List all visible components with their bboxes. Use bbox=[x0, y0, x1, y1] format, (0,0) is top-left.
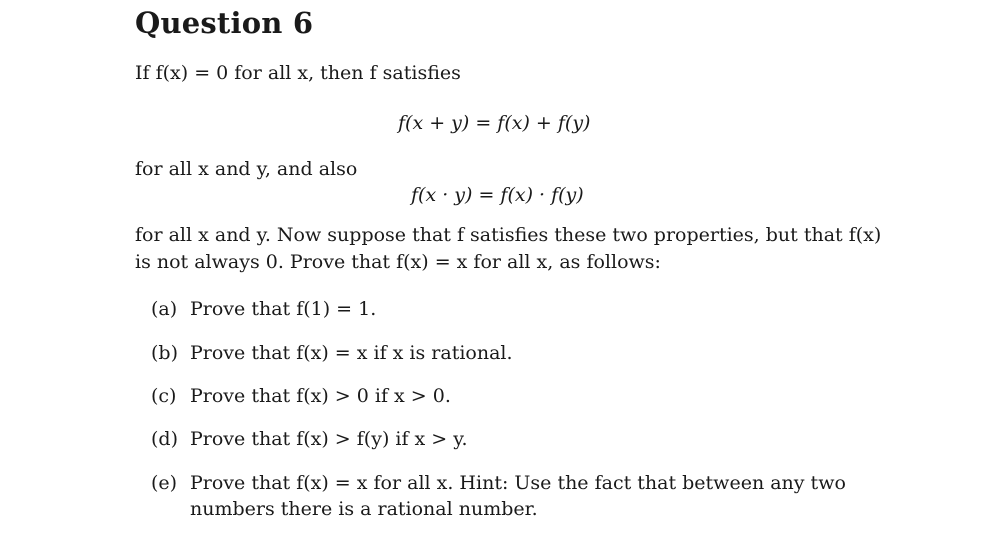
part-e-label: (e) bbox=[151, 472, 178, 494]
between-text: for all x and y, and also bbox=[135, 158, 358, 180]
part-d-label: (d) bbox=[151, 428, 178, 450]
equation-additive: f(x + y) = f(x) + f(y) bbox=[398, 112, 591, 134]
part-c-label: (c) bbox=[151, 385, 177, 407]
part-d-text: Prove that f(x) > f(y) if x > y. bbox=[190, 428, 468, 450]
paragraph-line-1: for all x and y. Now suppose that f satisfies these two properties, but that f(x) bbox=[135, 224, 882, 246]
intro-text: If f(x) = 0 for all x, then f satisfies bbox=[135, 62, 461, 84]
part-e-text-continued: numbers there is a rational number. bbox=[190, 498, 538, 520]
equation-multiplicative: f(x · y) = f(x) · f(y) bbox=[411, 184, 584, 206]
paragraph-line-2: is not always 0. Prove that f(x) = x for all x, as follows: bbox=[135, 251, 661, 273]
part-c-text: Prove that f(x) > 0 if x > 0. bbox=[190, 385, 451, 407]
part-b-label: (b) bbox=[151, 342, 178, 364]
part-b-text: Prove that f(x) = x if x is rational. bbox=[190, 342, 513, 364]
question-heading: Question 6 bbox=[135, 6, 314, 40]
part-a-text: Prove that f(1) = 1. bbox=[190, 298, 377, 320]
part-a-label: (a) bbox=[151, 298, 178, 320]
part-e-text: Prove that f(x) = x for all x. Hint: Use the fact that between any two bbox=[190, 472, 846, 494]
